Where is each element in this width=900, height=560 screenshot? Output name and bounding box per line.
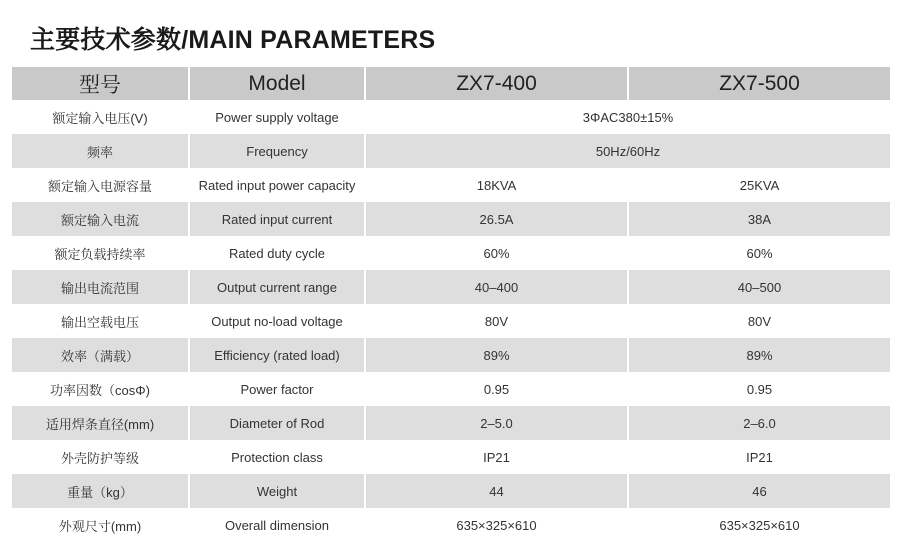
table-row [12,406,890,440]
param-value-a: IP21 [364,440,627,474]
header-model-b: ZX7-500 [627,67,890,100]
param-value-b: 89% [627,338,890,372]
table-row [12,202,890,236]
param-value-a: 2–5.0 [364,406,627,440]
param-name-en: Output no-load voltage [188,304,364,338]
param-name-en: Diameter of Rod [188,406,364,440]
header-row [12,67,890,100]
param-name-cn: 重量（kg） [67,484,133,500]
header-model-a: ZX7-400 [364,67,627,100]
param-value-b: 635×325×610 [627,508,890,542]
table-body [12,100,890,542]
table-row [12,372,890,406]
param-name-cn: 频率 [86,144,113,160]
table-header [12,67,890,100]
header-label-cn: 型号 [79,73,121,97]
param-value-a: 44 [364,474,627,508]
param-name-cn: 输出电流范围 [60,280,139,296]
param-value-a: 18KVA [364,168,627,202]
param-value-b: 46 [627,474,890,508]
param-value-a: 89% [364,338,627,372]
param-name-en: Power factor [188,372,364,406]
table-row [12,100,890,134]
param-name-cn: 额定输入电压(V) [52,110,148,126]
param-name-en: Output current range [188,270,364,304]
page-title: 主要技术参数/MAIN PARAMETERS [30,26,436,54]
table-row [12,338,890,372]
header-label-en: Model [188,67,364,100]
param-value-b: 25KVA [627,168,890,202]
param-value-a: 635×325×610 [364,508,627,542]
param-name-en: Rated input power capacity [188,168,364,202]
param-value-b: 60% [627,236,890,270]
param-name-cn: 额定输入电流 [60,212,139,228]
param-value-b: 38A [627,202,890,236]
param-value-a: 0.95 [364,372,627,406]
param-value-a: 60% [364,236,627,270]
param-name-en: Weight [188,474,364,508]
param-value-a: 26.5A [364,202,627,236]
param-name-cn: 外观尺寸(mm) [58,518,142,534]
param-value-b: 40–500 [627,270,890,304]
table-row [12,236,890,270]
param-value-a: 80V [364,304,627,338]
param-name-cn: 外壳防护等级 [60,450,139,466]
param-name-cn: 额定负载持续率 [54,246,146,262]
param-value-shared: 50Hz/60Hz [364,134,890,168]
table-row [12,168,890,202]
table-row [12,508,890,542]
table-row [12,304,890,338]
param-name-en: Efficiency (rated load) [188,338,364,372]
param-name-cn: 功率因数（cosΦ) [50,382,150,398]
parameters-table [12,67,890,542]
param-name-cn: 额定输入电源容量 [47,178,152,194]
param-name-en: Rated duty cycle [188,236,364,270]
param-name-en: Power supply voltage [188,100,364,134]
param-value-b: 80V [627,304,890,338]
table-row [12,440,890,474]
param-name-en: Protection class [188,440,364,474]
param-value-a: 40–400 [364,270,627,304]
param-name-cn: 效率（满载） [60,348,139,364]
param-value-b: 0.95 [627,372,890,406]
param-name-cn: 输出空载电压 [60,314,139,330]
param-value-b: IP21 [627,440,890,474]
table-row [12,270,890,304]
table-row [12,134,890,168]
param-name-cn: 适用焊条直径(mm) [45,416,155,432]
table-row [12,474,890,508]
param-name-en: Overall dimension [188,508,364,542]
param-value-shared: 3ΦAC380±15% [364,100,890,134]
param-name-en: Rated input current [188,202,364,236]
param-value-b: 2–6.0 [627,406,890,440]
param-name-en: Frequency [188,134,364,168]
